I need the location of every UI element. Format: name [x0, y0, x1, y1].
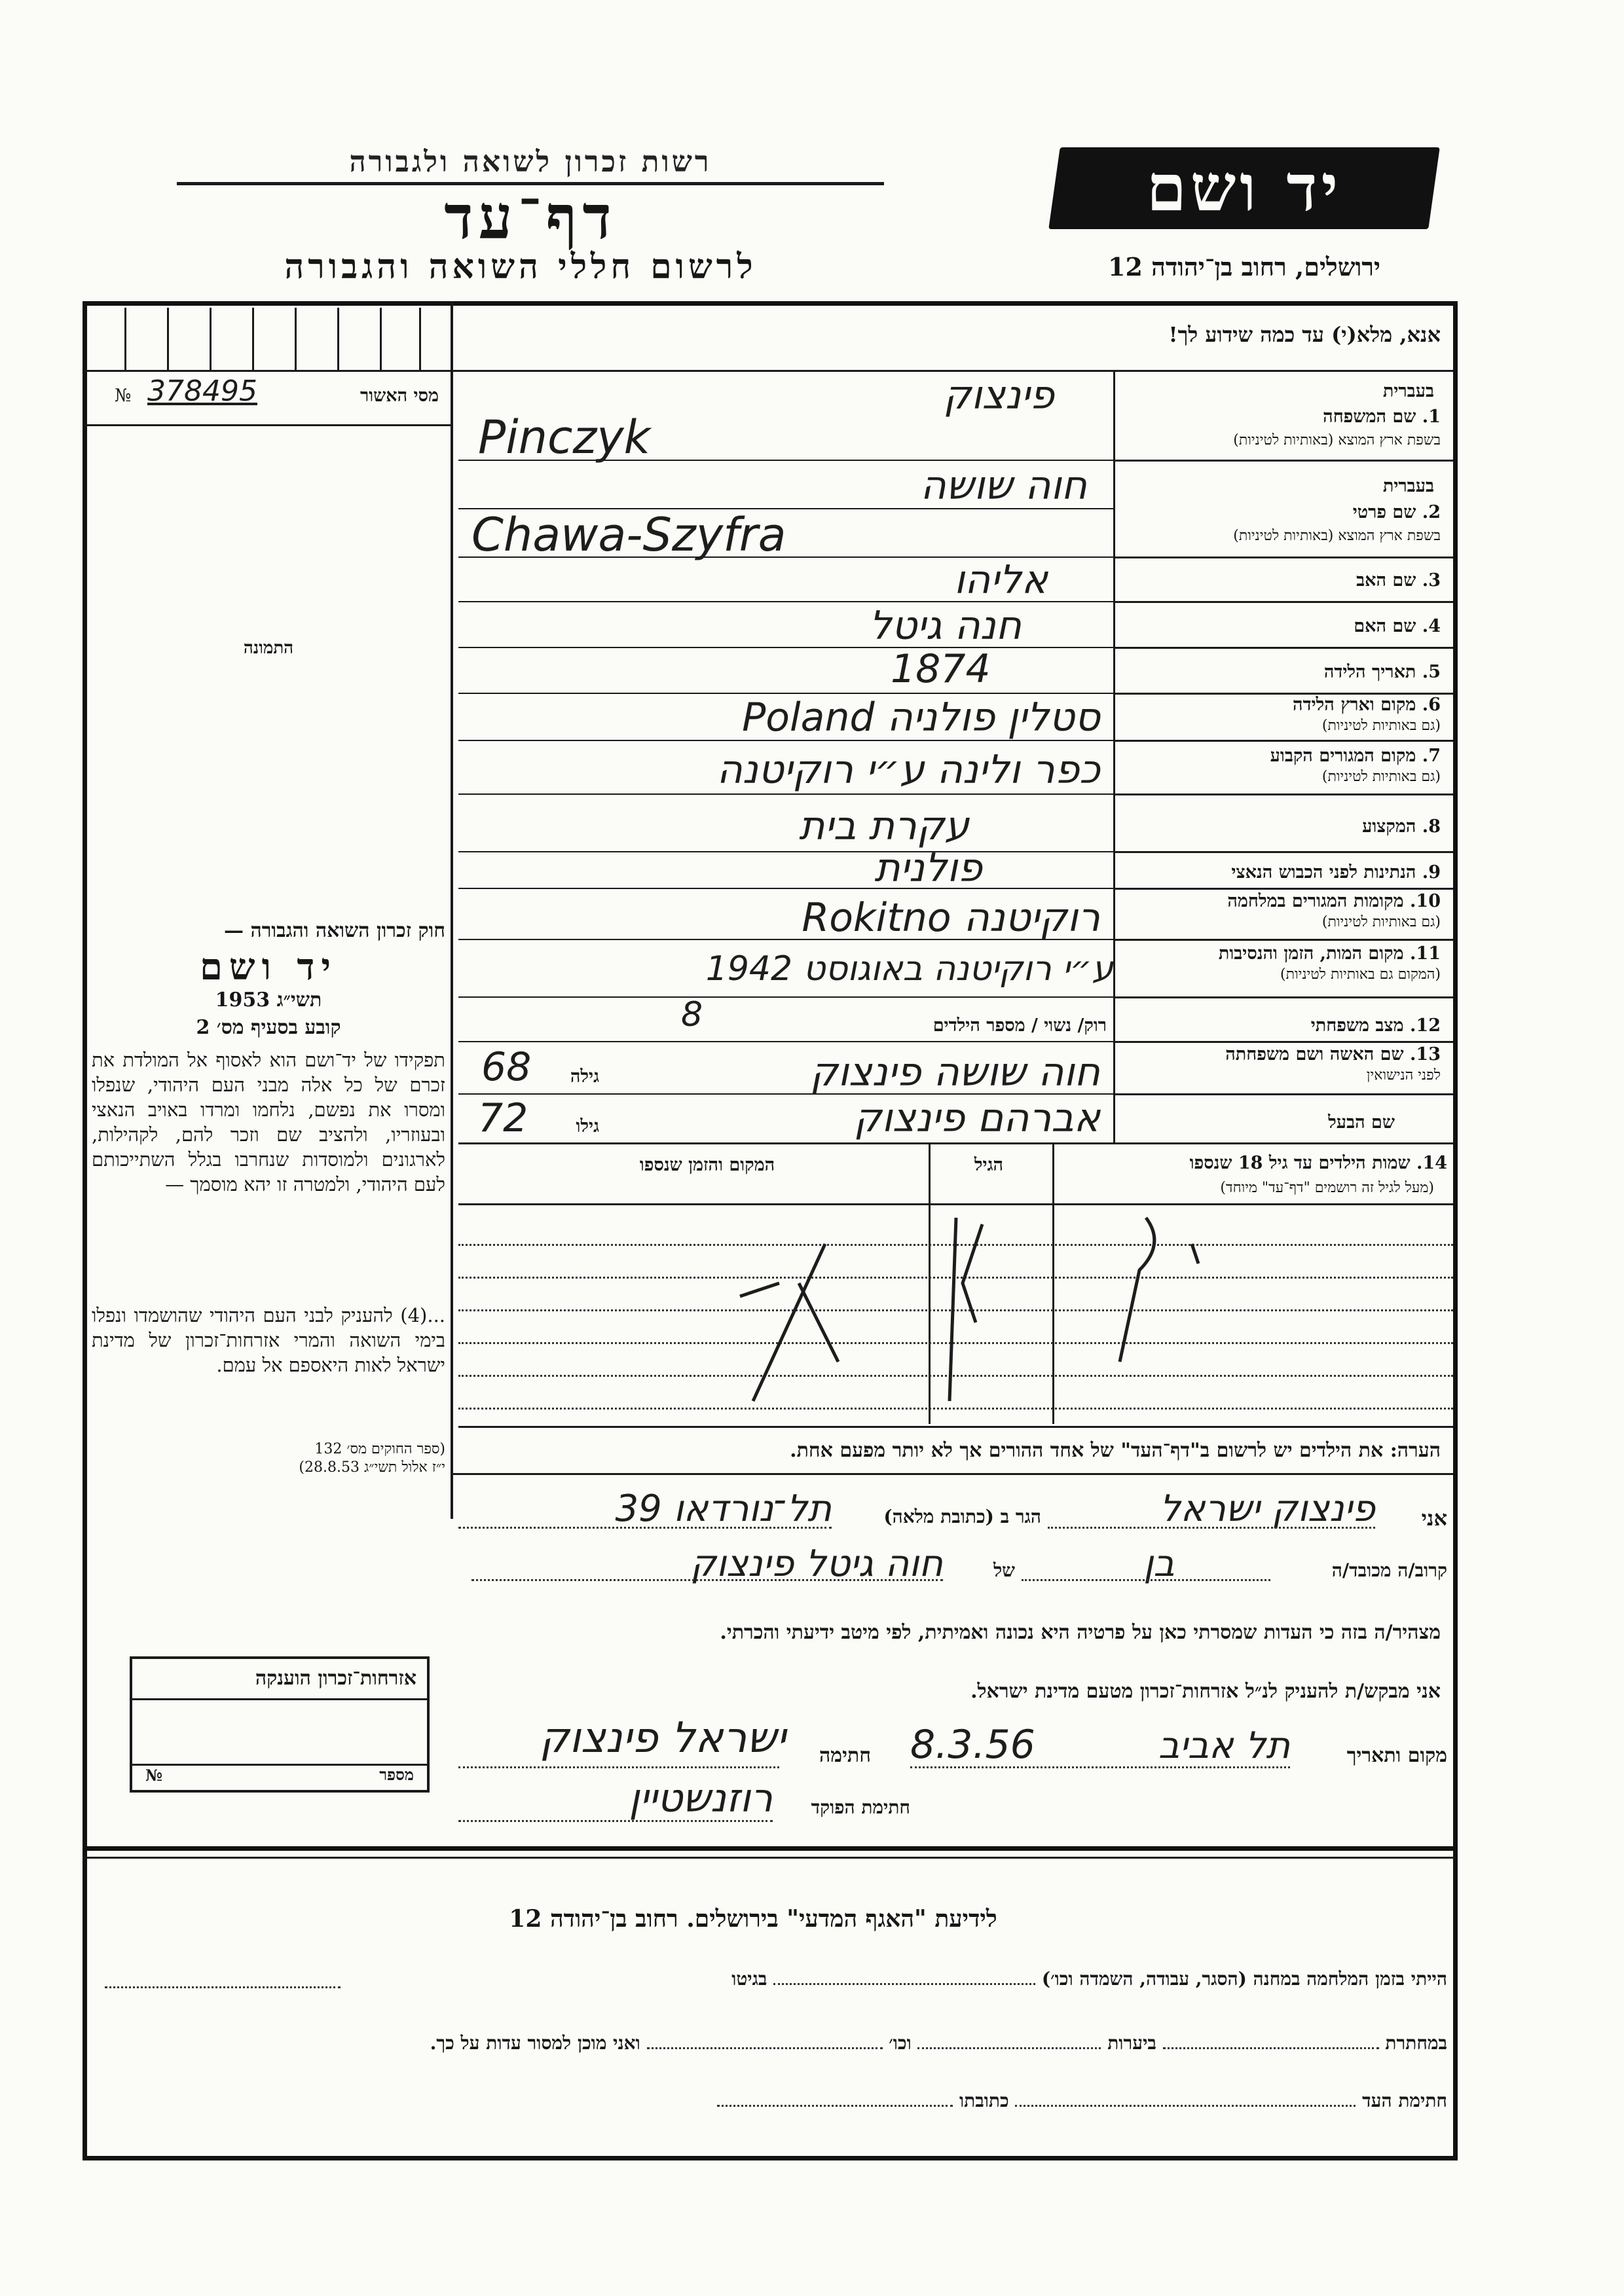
field-2-sub: בשפת ארץ המוצא (באותיות לטיניות): [1233, 528, 1441, 544]
citizenship-box: [130, 1656, 430, 1793]
field-4-label: 4. שם האם: [1354, 616, 1441, 636]
law-name: יד ושם: [199, 945, 338, 989]
officer-signature: רוזנשטיין: [629, 1776, 773, 1821]
field-12-label: 12. מצב משפחתי: [1310, 1015, 1441, 1036]
husband-age-label: גילו: [576, 1116, 599, 1137]
birth-date: 1874: [891, 646, 991, 692]
declaration-text: מצהיר/ה בזה כי העדות שמסרתי כאן על פרטיה היא נכונה ואמיתית, לפי מיטב ידיעתי והכרתי.: [720, 1621, 1441, 1644]
forests-fill: [917, 2047, 1101, 2049]
place-header: המקום והזמן שנספו: [639, 1155, 775, 1175]
law-body: תפקידו של יד־ושם הוא לאסוף אל המולדת את זכרם של כל אלה מבני העם היהודי, שנפלו ומסרו את נפשם, נלחמו ומרדו באויב הנאצי ובעוזריו, ולהציב שם וזכר להם, לקהילות, לארגונים ולמוסדות שנחרבו בגלל השתייכותם לעם היהודי, ולמטרה זו יהא מוסמך —: [92, 1049, 445, 1195]
birth-place: סטלין פולניה Poland: [742, 695, 1100, 740]
officer-label: חתימת הפוקד: [811, 1796, 910, 1818]
law-ref-1: (ספר החוקים מס׳ 132: [314, 1441, 445, 1457]
law-title: חוק זכרון השואה והגבורה —: [224, 919, 445, 942]
signature-label: חתימה: [819, 1744, 871, 1767]
nationality: פולנית: [874, 845, 982, 891]
declarant-address: תל־נורדאו 39: [615, 1487, 832, 1530]
etc-fill: [647, 2047, 883, 2049]
signature-value: ישראל פינצוק: [540, 1714, 786, 1762]
witness-signature-label: חתימת העד: [1362, 2090, 1447, 2111]
intro-instruction: אנא, מלא(י) עד כמה שידוע לך!: [1168, 322, 1441, 347]
forests-label: ביערות: [1107, 2032, 1156, 2054]
law-ref-2: י״ז אלול תשי״ג 28.8.53): [299, 1459, 445, 1476]
children-header: 14. שמות הילדים עד גיל 18 שנספו: [1189, 1153, 1447, 1173]
note-text: את הילדים יש לרשום ב"דף־העד" של אחד ההורים אך לא יותר מפעם אחת.: [790, 1439, 1384, 1462]
of-label: של: [993, 1559, 1015, 1581]
law-point-4: ...(4) להעניק לבני העם היהודי שהושמדו ונפלו בימי השואה והמרי אזרחות־זכרון של מדינת ישראל לאות היאספם אל עמם.: [92, 1304, 445, 1376]
marital-status-options: רוק/ נשוי / מספר הילדים: [932, 1015, 1107, 1036]
field-1-label: 1. שם המשפחה: [1323, 407, 1441, 427]
wife-maiden-name: חוה שושה פינצוק: [810, 1049, 1100, 1095]
registry-number: 378495: [147, 374, 257, 408]
field-11-label: 11. מקום המות, הזמן והנסיבות: [1218, 943, 1441, 964]
form-title: דף־עד: [444, 182, 617, 253]
field-13-label: 13. שם האשה ושם משפחתה: [1225, 1044, 1441, 1065]
citizenship-no-sign: №: [145, 1766, 163, 1785]
strike-mark-names: [1120, 1218, 1198, 1362]
age-header: הגיל: [974, 1155, 1004, 1175]
relation-label: קרוב/ה מכובד/ה: [1331, 1559, 1447, 1581]
field-7-label: 7. מקום המגורים הקבוע: [1270, 746, 1441, 766]
field-1-hebrew-tag: בעברית: [1382, 381, 1434, 401]
field-10-label: 10. מקומות המגורים במלחמה: [1227, 891, 1441, 911]
children-header-sub: (מעל לגיל זה רושמים "דף־עד" מיוחד): [1220, 1180, 1434, 1196]
place-value: תל אביב: [1158, 1724, 1290, 1767]
address-header: ירושלים, רחוב בן־יהודה 12: [1108, 252, 1380, 282]
camp-fill: [773, 1983, 1035, 1985]
strike-mark-place: [740, 1244, 838, 1401]
underground-label: במחתרת: [1385, 2032, 1447, 2054]
footer-line-2: [98, 2032, 1447, 2054]
witness-address-label: כתובתו: [959, 2090, 1009, 2111]
field-11-sub: (המקום גם באותיות לטיניות): [1280, 966, 1441, 983]
witness-address-fill: [717, 2105, 953, 2107]
first-name-hebrew: חוה שושה: [920, 463, 1087, 509]
request-text: אני מבקש/ת להעניק לנ״ל אזרחות־זכרון מטעם מדינת ישראל.: [970, 1680, 1441, 1703]
first-name-latin: Chawa-Szyfra: [471, 508, 786, 562]
ghetto-fill: [105, 1986, 341, 1988]
field-3-label: 3. שם האב: [1356, 570, 1441, 591]
footer-line-3: [524, 2090, 1447, 2112]
ghetto-label: בגיטו: [731, 1968, 767, 1990]
etc-label: וכו׳: [889, 2032, 912, 2054]
note-label: הערה:: [1390, 1439, 1441, 1462]
ready-text: ואני מוכן למסור עדות על כך.: [430, 2032, 640, 2054]
footer-line-1: [314, 1968, 1447, 1990]
place-date-label: מקום ותאריך: [1346, 1744, 1447, 1767]
law-ref: [92, 1440, 445, 1477]
law-clause: קובע בסעיף מס׳ 2: [196, 1016, 341, 1039]
permanent-residence: כפר ולינה ע״י רוקיטנה: [716, 747, 1100, 793]
strike-mark-age: [950, 1218, 982, 1401]
field-2-label: 2. שם פרטי: [1352, 502, 1441, 522]
field-7-sub: (גם באותיות לטיניות): [1321, 769, 1441, 785]
field-9-label: 9. הנתינות לפני הכבוש הנאצי: [1231, 862, 1441, 883]
yad-vashem-logo: [1048, 147, 1440, 229]
declarant-name: פינצוק ישראל: [1160, 1487, 1375, 1530]
resides-label: הגר ב (כתובת מלאה): [883, 1506, 1041, 1527]
field-2-hebrew-tag: בעברית: [1382, 476, 1434, 496]
top-strip: רשות זכרון לשואה ולגבורה: [349, 145, 712, 179]
occupation: עקרת בית: [798, 803, 969, 849]
registry-no-sign: №: [115, 386, 132, 406]
mother-name: חנה גיטל: [869, 603, 1022, 649]
date-value: 8.3.56: [910, 1722, 1035, 1768]
family-name-hebrew: פינצוק: [943, 373, 1054, 418]
children-count: 8: [681, 995, 703, 1034]
citizenship-title: אזרחות־זכרון הוענקה: [132, 1659, 427, 1700]
law-year: תשי״ג 1953: [215, 989, 322, 1011]
photo-label: התמונה: [243, 638, 294, 658]
field-6-sub: (גם באותיות לטיניות): [1321, 718, 1441, 734]
father-name: אליהו: [953, 557, 1048, 603]
husband-label: שם הבעל: [1328, 1112, 1395, 1133]
field-5-label: 5. תאריך הלידה: [1323, 662, 1441, 682]
husband-age: 72: [478, 1095, 528, 1141]
relation-value: בן: [1143, 1542, 1175, 1585]
husband-name: אברהם פינצוק: [853, 1095, 1100, 1141]
field-1-sub: בשפת ארץ המוצא (באותיות לטיניות): [1233, 432, 1441, 448]
citizenship-number-label: מספר: [379, 1765, 414, 1784]
family-name-latin: Pinczyk: [478, 410, 651, 464]
field-10-sub: (גם באותיות לטיניות): [1321, 914, 1441, 930]
field-13-sub: לפני הנישואין: [1366, 1067, 1441, 1084]
of-name: חוה גיטל פינצוק: [690, 1542, 943, 1585]
wartime-residence: רוקיטנה Rokitno: [802, 895, 1100, 941]
death-place-time: ע״י רוקיטנה באוגוסט 1942: [705, 949, 1113, 989]
declarant-ani: אני: [1421, 1506, 1447, 1531]
logo-lettering: יד ושם: [1146, 151, 1342, 226]
footer-notice: לידיעת "האגף המדעי" בירושלים. רחוב בן־יהודה 12: [509, 1905, 997, 1933]
witness-signature-fill: [1015, 2105, 1356, 2107]
wife-age: 68: [481, 1044, 532, 1090]
field-6-label: 6. מקום וארץ הלידה: [1293, 695, 1441, 715]
registry-label: מסי האשור: [360, 386, 439, 406]
form-subtitle: לרשום חללי השואה והגבורה: [284, 247, 757, 287]
field-8-label: 8. המקצוע: [1362, 816, 1441, 837]
camp-label: הייתי בזמן המלחמה במחנה (הסגר, עבודה, השמדה וכו׳): [1041, 1968, 1447, 1990]
note-row: [471, 1439, 1441, 1462]
underground-fill: [1163, 2047, 1379, 2049]
wife-age-label: גילה: [570, 1066, 599, 1087]
children-strike-marks: [458, 1205, 1453, 1426]
